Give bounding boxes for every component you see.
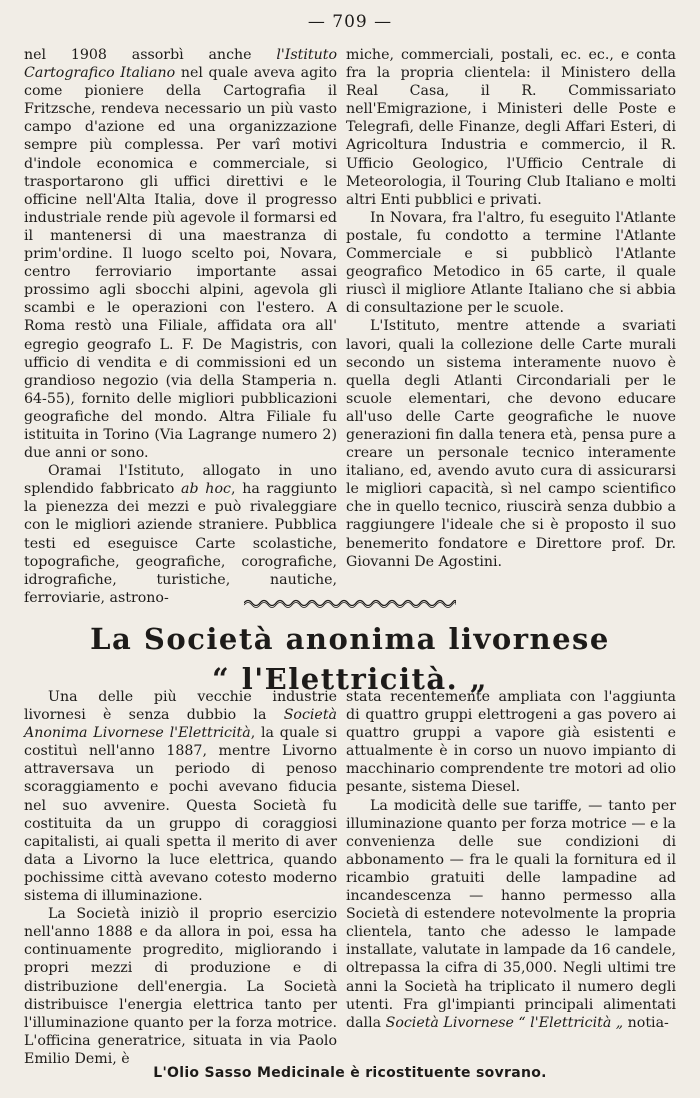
article-column-bottom-right: [346, 688, 676, 1032]
article-column-top-left: [24, 46, 337, 607]
paragraph: [346, 797, 676, 1032]
text-run: Oramai l'Istituto, allogato in uno splendido fabbricato: [24, 463, 337, 498]
paragraph: La Società iniziò il proprio esercizio nell'anno 1888 e da allora in poi, essa ha continuamente progredito, migliorando i propri mezzi di produzione e di distribuzione dell'energia. La Società distribuisce l'energia elettrica tanto per l'illuminazione quanto per la forza motrice. L'officina generatrice, situata in via Paolo Emilio Demi, è: [24, 906, 337, 1067]
text-run: Una delle più vecchie industrie livornesi è senza dubbio la: [24, 689, 337, 724]
page-number: — 709 —: [307, 12, 393, 32]
article-headline: La Società anonima livornese: [90, 622, 610, 656]
text-run: La modicità delle sue tariffe, — tanto per illuminazione quanto per forza motrice — e la convenienza delle sue condizioni di abbonamento — fra le quali la fornitura ed il ricambio gratuiti delle lampadine ad incandescenza — hanno permesso alla Società di estendere notevolmente la propria clientela, tanto che adesso le lampade installate, valutate in lampade da 16 candele, oltrepassa la cifra di 35,000. Negli ultimi tre anni la Società ha triplicato il numero degli utenti. Fra gl'impianti principali alimentati dalla: [346, 797, 676, 1031]
paragraph: In Novara, fra l'altro, fu eseguito l'Atlante postale, fu condotto a termine l'Atlante Commerciale e si pubblicò l'Atlante geografico Metodico in 65 carte, il quale riuscì il migliore Atlante Italiano che si abbia di consultazione per le scuole.: [346, 209, 676, 317]
italic-text-run: Società Anonima Livornese l'Elettricità: [24, 707, 337, 742]
paragraph: [24, 462, 337, 607]
paragraph: [24, 46, 337, 462]
text-run: notia-: [623, 1014, 669, 1031]
article-column-bottom-left: [24, 688, 337, 1068]
text-run: , ha raggiunto la pienezza dei mezzi e può rivaleggiare con le migliori aziende straniere. Pubblica testi ed eseguisce Carte scolastiche, topografiche, geografiche, corografiche, idrografiche, turistiche, nautiche, ferroviarie, astrono-: [24, 481, 337, 606]
italic-text-run: ab hoc: [181, 481, 231, 498]
paragraph: stata recentemente ampliata con l'aggiunta di quattro gruppi elettrogeni a gas povero ai quattro gruppi a vapore già esistenti e attualmente è in corso un nuovo impianto di macchinario comprendente tre motori ad olio pesante, sistema Diesel.: [346, 689, 676, 796]
text-run: nel quale aveva agito come pioniere della Cartografia il Fritzsche, rendeva necessario un più vasto campo d'azione ed una organizzazione sempre più complessa. Per varî motivi d'indole economica e commerciale, si trasportarono gli uffici direttivi e le officine nell'Alta Italia, dove il progresso industriale rende più agevole il formarsi ed il mantenersi di una maestranza di prim'ordine. Il luogo scelto poi, Novara, centro ferroviario importante assai prossimo agli sbocchi alpini, agevola gli scambi e le operazioni con l'estero. A Roma restò una Filiale, affidata ora all' egregio geografo L. F. De Magistris, con ufficio di vendita e di commissioni ed un grandioso negozio (via della Stamperia n. 64-55), fornito delle migliori pubblicazioni geografiche del mondo. Altra Filiale fu istituita in Torino (Via Lagrange numero 2) due anni or sono.: [24, 65, 337, 462]
italic-text-run: l'Istituto Cartografico Italiano: [24, 47, 337, 82]
footer-advertisement: L'Olio Sasso Medicinale è ricostituente sovrano.: [153, 1065, 547, 1081]
ornamental-divider: [244, 597, 456, 609]
paragraph: miche, commerciali, postali, ec. ec., e conta fra la propria clientela: il Ministero della Real Casa, il R. Commissariato nell'Emigrazione, i Ministeri delle Poste e Telegrafi, delle Finanze, degli Affari Esteri, di Agricoltura Industria e commercio, il R. Ufficio Geologico, l'Ufficio Centrale di Meteorologia, il Touring Club Italiano e molti altri Enti pubblici e privati.: [346, 47, 676, 208]
text-run: nel 1908 assorbì anche: [24, 47, 277, 63]
paragraph: [24, 688, 337, 905]
paragraph: L'Istituto, mentre attende a svariati lavori, quali la collezione delle Carte murali secondo un sistema interamente nuovo è quella degli Atlanti Circondariali per le scuole elementari, che devono educare all'uso delle Carte geografiche le nuove generazioni fin dalla tenera età, pensa pure a creare un personale tecnico interamente italiano, ed, avendo avuto cura di assicurarsi le migliori capacità, sì nel campo scientifico che in quello tecnico, riuscirà senza dubbio a raggiungere l'ideale che si è proposto il suo benemerito fondatore e Direttore prof. Dr. Giovanni De Agostini.: [346, 318, 676, 570]
italic-text-run: Società Livornese “ l'Elettricità „: [385, 1014, 624, 1031]
article-headline-subtitle: “ l'Elettricità. „: [211, 662, 489, 696]
text-run: , la quale si costituì nell'anno 1887, mentre Livorno attraversava un periodo di penoso scoraggiamento e pochi avevano fiducia nel suo avvenire. Questa Società fu costituita da un gruppo di coraggiosi capitalisti, ai quali spetta il merito di aver data a Livorno la luce elettrica, quando pochissime città avevano cotesto moderno sistema di illuminazione.: [24, 725, 338, 905]
article-column-top-right: [346, 46, 676, 571]
